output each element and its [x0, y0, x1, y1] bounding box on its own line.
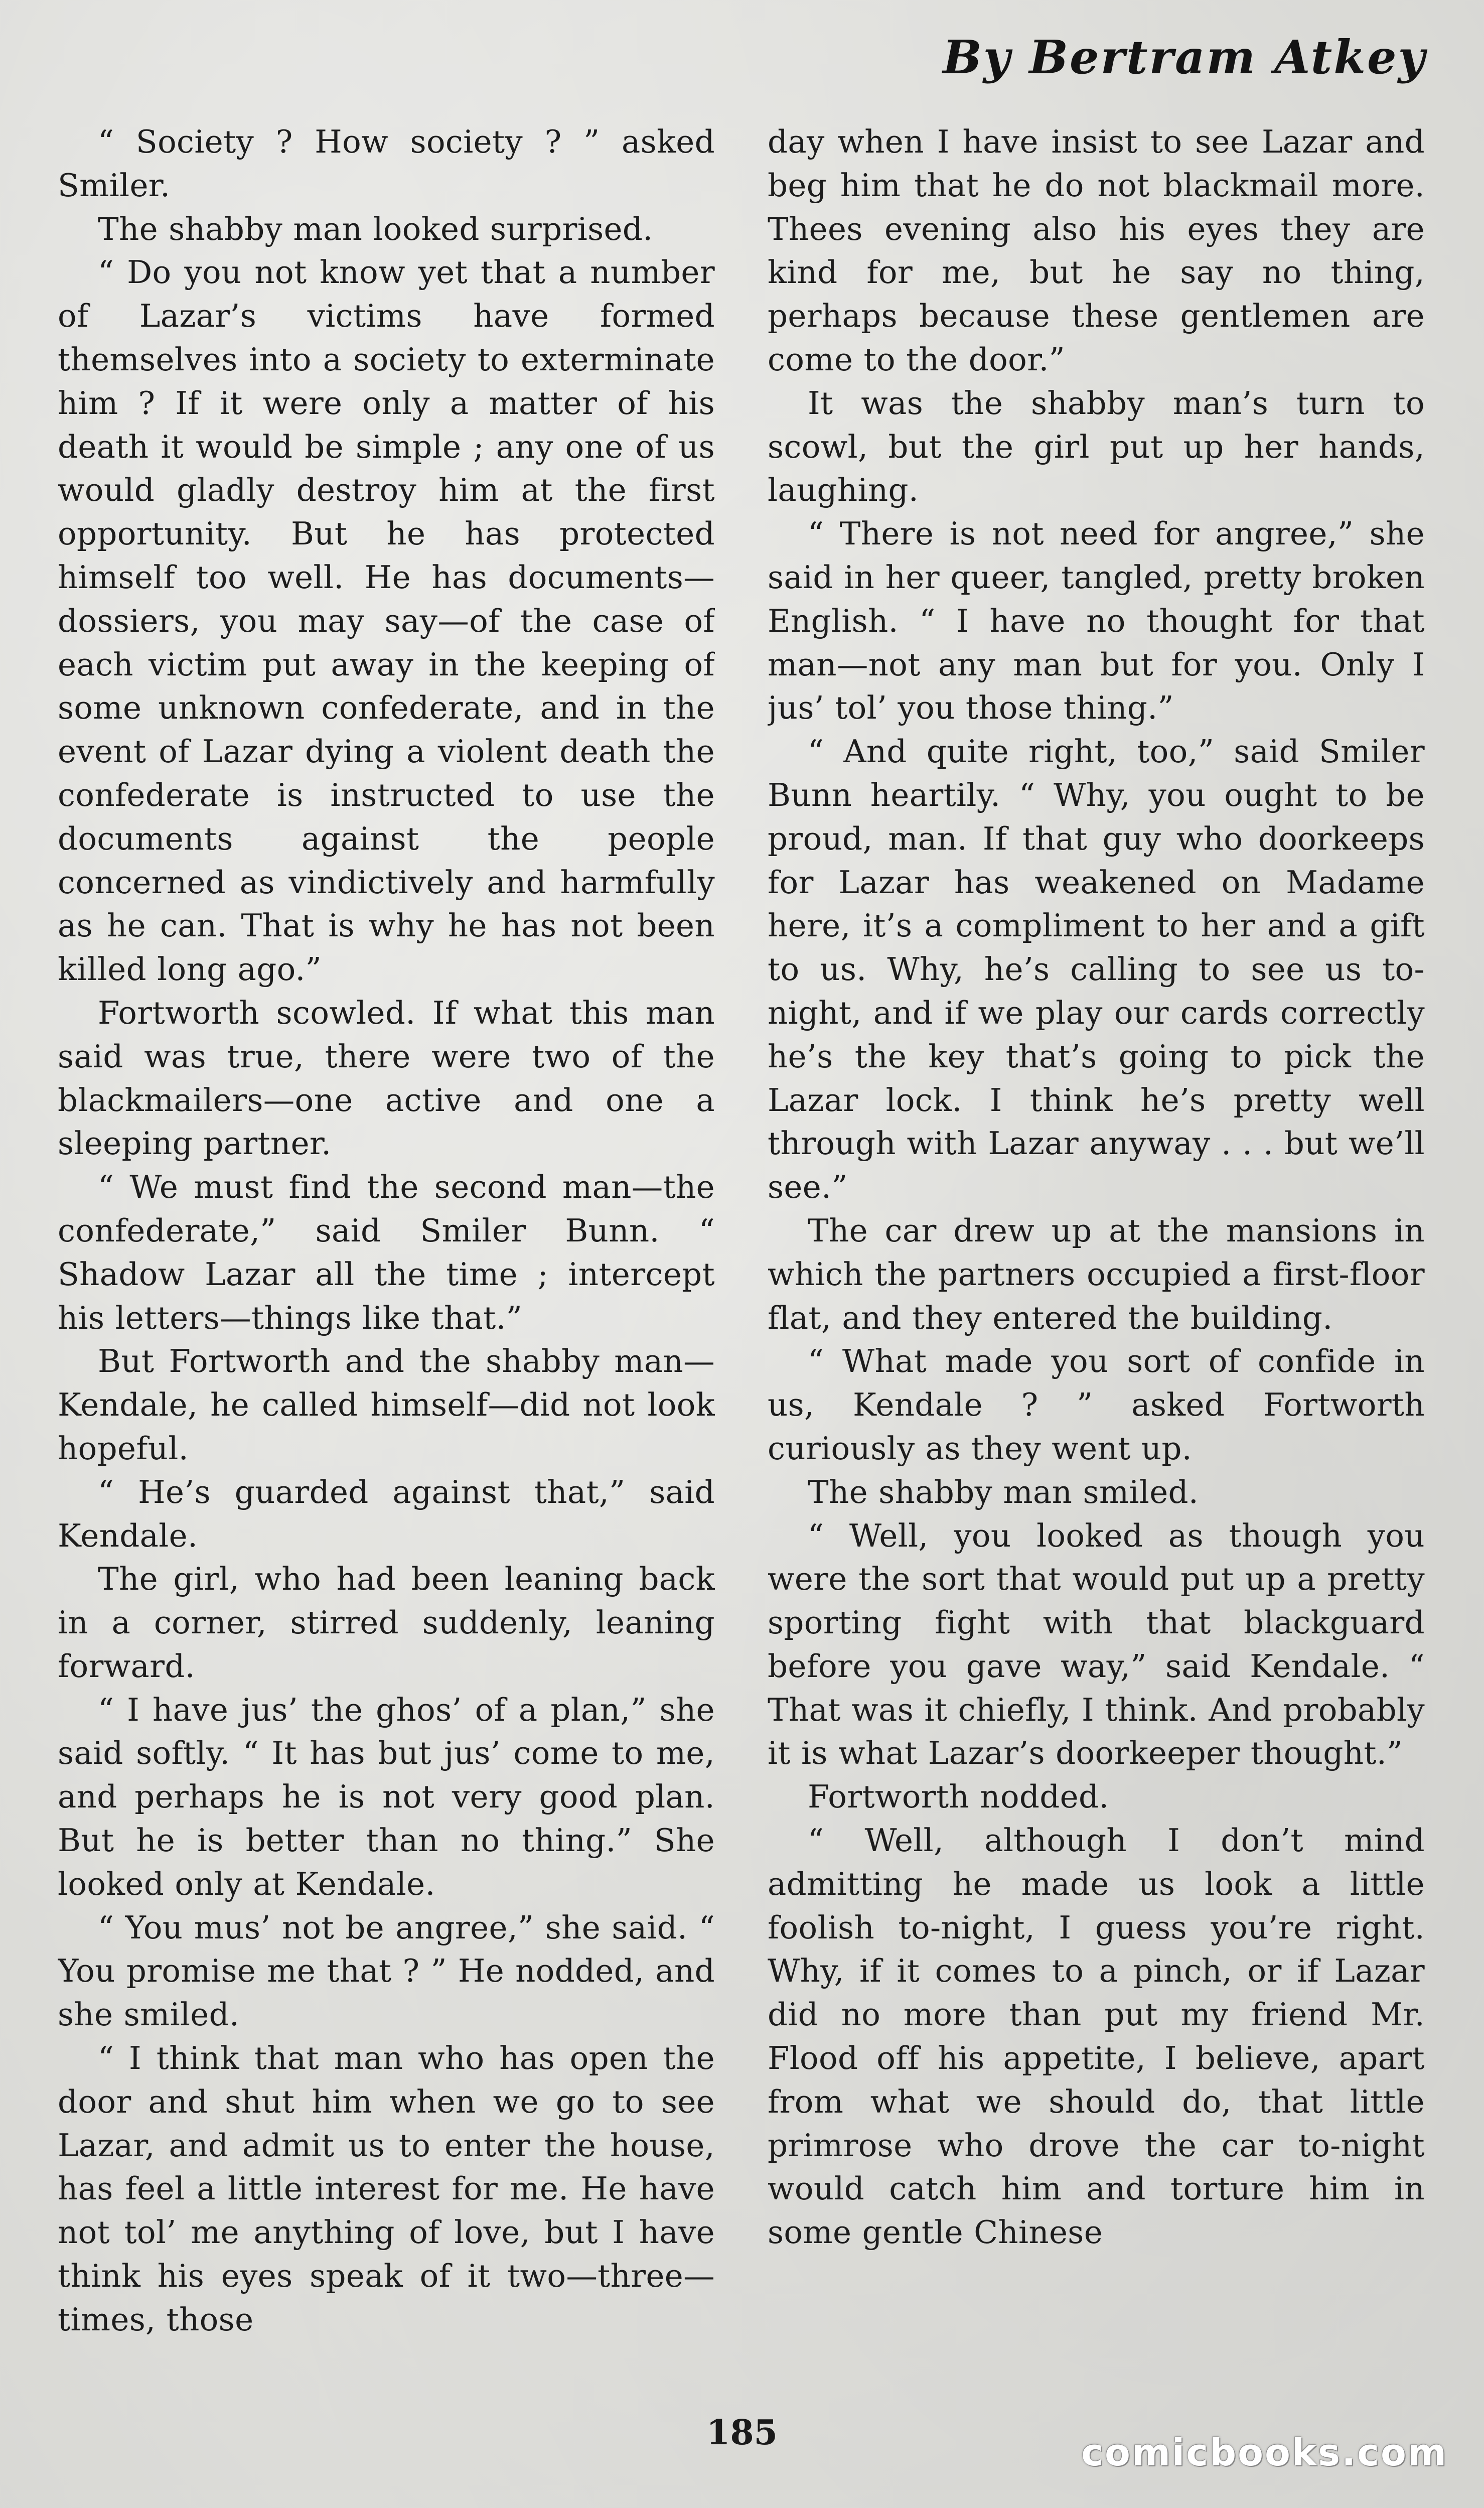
paragraph: Fortworth nodded. [808, 1778, 1109, 1816]
paragraph: “ You mus’ not be angree,” she said. “ You promise me that ? ” He nodded, and she smiled. [58, 1909, 715, 2033]
continued-paragraph: day when I have insist to see Lazar and beg him that he do not blackmail more. Thees evening also his eyes they are kind for me, but he say no thing, perhaps because these gentlemen are come to the door.” [768, 123, 1425, 378]
paragraph: “ I have jus’ the ghos’ of a plan,” she said softly. “ It has but jus’ come to me, and perhaps he is not very good plan. But he is better than no thing.” She looked only at Kendale. [58, 1691, 715, 1902]
paragraph: “ There is not need for angree,” she said in her queer, tangled, pretty broken English. “ I have no thought for that man—not any man but for you. Only I jus’ tol’ you those thing.” [768, 515, 1425, 727]
paragraph: “ Well, although I don’t mind admitting he made us look a little foolish to-night, I guess you’re right. Why, if it comes to a pinch, or if Lazar did no more than put my friend Mr. Flood off his appetite, I believe, apart from what we should do, that little primrose who drove the car to-night would catch him and torture him in some gentle Chinese [768, 1822, 1425, 2251]
paragraph: “ He’s guarded against that,” said Kendale. [58, 1473, 715, 1554]
paragraph: “ Well, you looked as though you were the sort that would put up a pretty sporting fight with that blackguard before you gave way,” said Kendale. “ That was it chiefly, I think. And probably it is what Lazar’s doorkeeper thought.” [768, 1517, 1425, 1772]
paragraph: “ What made you sort of confide in us, Kendale ? ” asked Fortworth curiously as they went up. [768, 1343, 1425, 1467]
paragraph: “ Do you not know yet that a number of Lazar’s victims have formed themselves into a society to exterminate him ? If it were only a matter of his death it would be simple ; any one of us would gladly destroy him at the first opportunity. But he has protected himself too well. He has documents—dossiers, you may say—of the case of each victim put away in the keeping of some unknown confederate, and in the event of Lazar dying a violent death the confederate is instructed to use the documents against the people concerned as vindictively and harmfully as he can. That is why he has not been killed long ago.” [58, 254, 715, 988]
paragraph: But Fortworth and the shabby man—Kendale, he called himself—did not look hopeful. [58, 1343, 715, 1467]
paragraph: The girl, who had been leaning back in a corner, stirred suddenly, leaning forward. [58, 1561, 715, 1685]
paragraph: “ And quite right, too,” said Smiler Bunn heartily. “ Why, you ought to be proud, man. If that guy who doorkeeps for Lazar has weakened on Madame here, it’s a compliment to her and a gift to us. Why, he’s calling to see us to-night, and if we play our cards correctly he’s the key that’s going to pick the Lazar lock. I think he’s pretty well through with Lazar anyway . . . but we’ll see.” [768, 733, 1425, 1206]
paragraph: The shabby man smiled. [808, 1473, 1199, 1510]
paragraph: “ I think that man who has open the door and shut him when we go to see Lazar, and admit us to enter the house, has feel a little interest for me. He have not tol’ me anything of love, but I have think his eyes speak of it two—three—times, those [58, 2040, 715, 2338]
text-columns [58, 120, 1425, 2419]
paragraph: “ We must find the second man—the confederate,” said Smiler Bunn. “ Shadow Lazar all the time ; intercept his letters—things like that.” [58, 1169, 715, 1336]
paragraph: It was the shabby man’s turn to scowl, but the girl put up her hands, laughing. [768, 384, 1425, 509]
author-byline: By Bertram Atkey [943, 30, 1426, 84]
left-column [58, 120, 715, 2419]
paragraph: The car drew up at the mansions in which the partners occupied a first-floor flat, and they entered the building. [768, 1212, 1425, 1336]
right-column [768, 120, 1425, 2419]
paragraph: The shabby man looked surprised. [98, 210, 653, 247]
site-watermark: comicbooks.com [1081, 2431, 1448, 2474]
page-number: 185 [706, 2413, 778, 2453]
paragraph: “ Society ? How society ? ” asked Smiler. [58, 123, 715, 204]
paragraph: Fortworth scowled. If what this man said was true, there were two of the blackmailers—one active and one a sleeping partner. [58, 994, 715, 1162]
